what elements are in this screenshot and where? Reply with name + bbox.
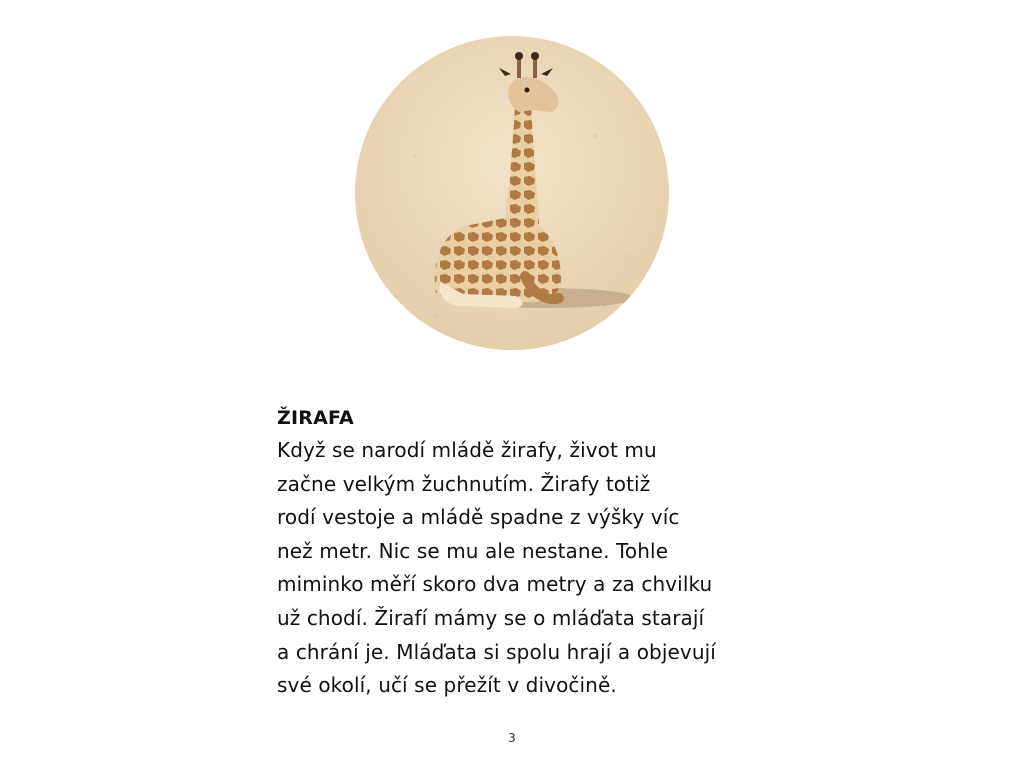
article-title: ŽIRAFA <box>277 407 354 429</box>
article-line: a chrání je. Mláďata si spolu hrají a objevují <box>277 639 716 664</box>
article-line: začne velkým žuchnutím. Žirafy totiž <box>277 471 651 496</box>
article-line: miminko měří skoro dva metry a za chvilku <box>277 572 713 597</box>
page-number: 3 <box>508 731 516 745</box>
article-body <box>277 434 777 703</box>
giraffe-photo <box>355 36 669 350</box>
article <box>277 404 777 703</box>
article-line: rodí vestoje a mládě spadne z výšky víc <box>277 505 680 530</box>
giraffe-illustration <box>355 36 669 350</box>
article-line: než metr. Nic se mu ale nestane. Tohle <box>277 538 669 563</box>
article-line: Když se narodí mládě žirafy, život mu <box>277 438 657 462</box>
article-line: už chodí. Žirafí mámy se o mláďata starají <box>277 605 705 630</box>
article-line: své okolí, učí se přežít v divočině. <box>277 673 617 698</box>
